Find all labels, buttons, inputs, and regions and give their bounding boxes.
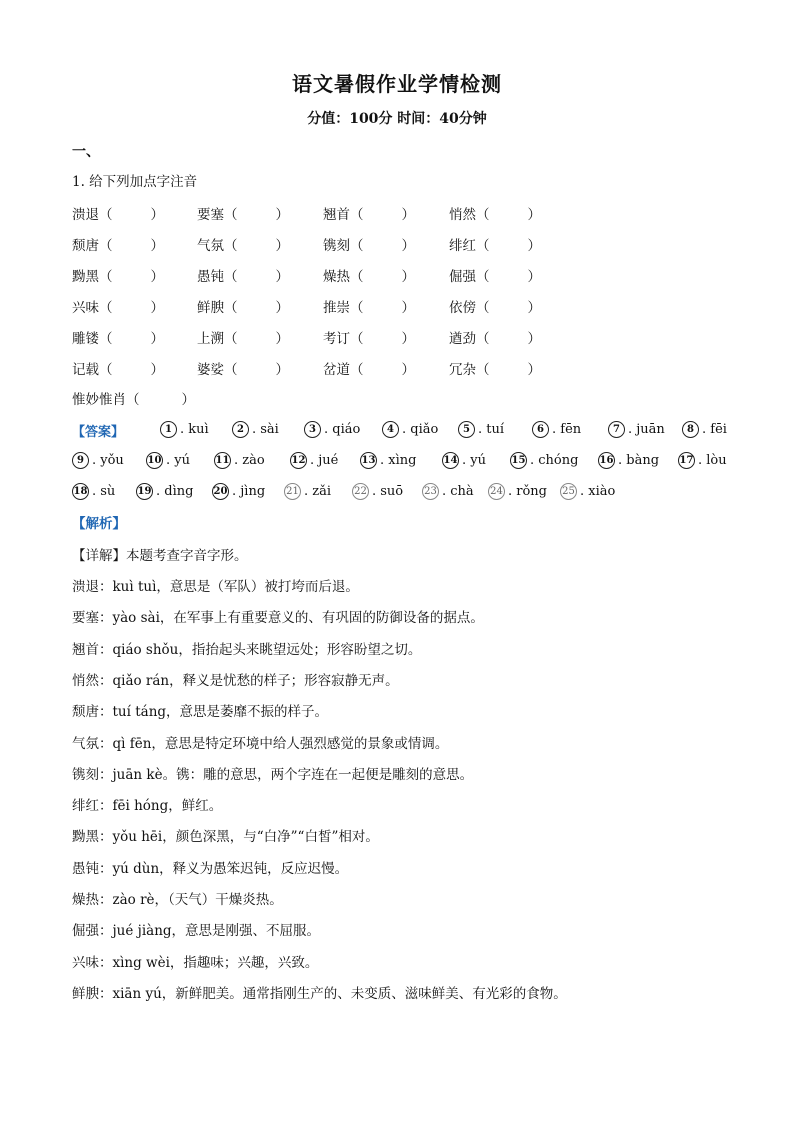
explanation-line: 黝黑：yǒu hēi，颜色深黑，与“白净”“白皙”相对。 <box>72 829 379 846</box>
word-item: 鲜腴（ ） <box>197 300 289 316</box>
explanation-line: 要塞：yào sài，在军事上有重要意义的、有巩固的防御设备的据点。 <box>72 610 484 627</box>
word-item: 黝黑（ ） <box>72 269 164 285</box>
analysis-label: 【解析】 <box>72 516 126 532</box>
answer-number: 18 <box>72 483 89 500</box>
answer-pinyin: . jìng <box>232 484 266 499</box>
answer-pinyin: . jué <box>310 453 339 468</box>
answer-pinyin: . yǒu <box>92 453 124 468</box>
answer-item <box>160 421 209 438</box>
word-item: 婆娑（ ） <box>197 362 289 378</box>
answer-item <box>232 421 279 438</box>
explanation-line: 鲜腴：xiān yú，新鲜肥美。通常指刚生产的、未变质、滋味鲜美、有光彩的食物。 <box>72 985 567 1002</box>
answer-item <box>290 452 338 469</box>
word-item: 兴味（ ） <box>72 300 164 316</box>
word-item: 冗杂（ ） <box>449 362 541 378</box>
answer-pinyin: . zào <box>234 453 265 468</box>
answer-item <box>608 421 665 438</box>
answer-pinyin: . qiǎo <box>402 422 439 437</box>
explanation-line: 倔强：jué jiàng，意思是刚强、不屈服。 <box>72 923 321 940</box>
explanation-line: 镌刻：juān kè。镌：雕的意思，两个字连在一起便是雕刻的意思。 <box>72 766 474 783</box>
answer-number: 15 <box>510 452 527 469</box>
answer-item <box>682 421 727 438</box>
answer-item <box>422 483 474 500</box>
word-item: 溃退（ ） <box>72 207 164 223</box>
answer-item <box>146 452 190 469</box>
answer-row <box>72 483 732 505</box>
answer-item <box>458 421 504 438</box>
answer-item <box>352 483 403 500</box>
answer-number: 6 <box>532 421 549 438</box>
answer-number: 14 <box>442 452 459 469</box>
answer-item <box>72 452 124 469</box>
answer-number: 21 <box>284 483 301 500</box>
answer-row <box>72 421 732 443</box>
answer-item <box>136 483 193 500</box>
answer-pinyin: . dìng <box>156 484 194 499</box>
answer-number: 17 <box>678 452 695 469</box>
answer-item <box>510 452 578 469</box>
word-item: 考订（ ） <box>323 331 415 347</box>
answer-pinyin: . fēn <box>552 422 582 437</box>
answer-pinyin: . chóng <box>530 453 579 468</box>
answer-item <box>284 483 331 500</box>
answer-number: 5 <box>458 421 475 438</box>
answer-label: 【答案】 <box>72 425 125 440</box>
answer-number: 16 <box>598 452 615 469</box>
answer-item <box>678 452 727 469</box>
answer-number: 8 <box>682 421 699 438</box>
word-row <box>72 265 732 287</box>
answer-number: 25 <box>560 483 577 500</box>
word-row <box>72 327 732 349</box>
answer-number: 12 <box>290 452 307 469</box>
section-heading: 一、 <box>72 144 100 160</box>
explanation-line: 悄然：qiǎo rán，释义是忧愁的样子；形容寂静无声。 <box>72 672 399 689</box>
word-item: 上溯（ ） <box>197 331 289 347</box>
explanation-line: 溃退：kuì tuì，意思是（军队）被打垮而后退。 <box>72 579 359 595</box>
answer-item <box>214 452 265 469</box>
explanation-line: 翘首：qiáo shǒu，指抬起头来眺望远处；形容盼望之切。 <box>72 641 422 658</box>
word-item: 愚钝（ ） <box>197 269 289 285</box>
page-title: 语文暑假作业学情检测 <box>292 72 502 96</box>
answer-item <box>72 483 115 500</box>
answer-pinyin: . yú <box>462 453 486 468</box>
answer-number: 9 <box>72 452 89 469</box>
score-time-info: 分值：100分 时间：40分钟 <box>307 111 487 127</box>
word-item: 推崇（ ） <box>323 300 415 316</box>
answer-pinyin: . suō <box>372 484 404 499</box>
answer-item <box>360 452 416 469</box>
question-text: 1. 给下列加点字注音 <box>72 174 198 190</box>
answer-pinyin: . sù <box>92 484 116 499</box>
answer-pinyin: . qiáo <box>324 422 361 437</box>
explanation-line: 兴味：xìng wèi，指趣味；兴趣，兴致。 <box>72 954 319 971</box>
word-item: 镌刻（ ） <box>323 238 415 254</box>
word-item: 颓唐（ ） <box>72 238 164 254</box>
answer-item <box>598 452 659 469</box>
answer-number: 4 <box>382 421 399 438</box>
word-item: 雕镂（ ） <box>72 331 164 347</box>
word-item: 遒劲（ ） <box>449 331 541 347</box>
word-item: 气氛（ ） <box>197 238 289 254</box>
answer-number: 3 <box>304 421 321 438</box>
answer-pinyin: . sài <box>252 422 279 437</box>
word-item: 惟妙惟肖（ ） <box>72 392 195 408</box>
word-item: 倔强（ ） <box>449 269 541 285</box>
answer-pinyin: . yú <box>166 453 190 468</box>
answer-item <box>532 421 581 438</box>
answer-pinyin: . fēi <box>702 422 727 437</box>
answer-item <box>382 421 438 438</box>
answer-pinyin: . lòu <box>698 453 727 468</box>
answer-number: 24 <box>488 483 505 500</box>
answer-item <box>488 483 547 500</box>
answer-pinyin: . kuì <box>180 422 209 437</box>
answer-number: 7 <box>608 421 625 438</box>
answer-number: 23 <box>422 483 439 500</box>
word-row <box>72 234 732 256</box>
answer-pinyin: . tuí <box>478 422 505 437</box>
answer-number: 11 <box>214 452 231 469</box>
answer-number: 10 <box>146 452 163 469</box>
word-row <box>72 203 732 225</box>
explanation-line: 愚钝：yú dùn，释义为愚笨迟钝，反应迟慢。 <box>72 860 349 877</box>
answer-number: 1 <box>160 421 177 438</box>
answer-number: 22 <box>352 483 369 500</box>
answer-pinyin: . rǒng <box>508 484 547 499</box>
answer-pinyin: . juān <box>628 422 665 437</box>
explanation-line: 绯红：fēi hóng，鲜红。 <box>72 798 223 815</box>
answer-number: 19 <box>136 483 153 500</box>
answer-item <box>442 452 486 469</box>
answer-pinyin: . xìng <box>380 453 417 468</box>
answer-number: 2 <box>232 421 249 438</box>
answer-pinyin: . zǎi <box>304 484 332 499</box>
answer-number: 13 <box>360 452 377 469</box>
word-row <box>72 358 732 380</box>
answer-item <box>212 483 265 500</box>
word-item: 悄然（ ） <box>449 207 541 223</box>
word-item: 要塞（ ） <box>197 207 289 223</box>
word-item: 依傍（ ） <box>449 300 541 316</box>
explanation-line: 颓唐：tuí táng，意思是萎靡不振的样子。 <box>72 704 329 721</box>
word-item: 翘首（ ） <box>323 207 415 223</box>
answer-number: 20 <box>212 483 229 500</box>
explanation-line: 气氛：qì fēn，意思是特定环境中给人强烈感觉的景象或情调。 <box>72 735 449 752</box>
detail-line: 【详解】本题考查字音字形。 <box>72 548 248 564</box>
answer-item <box>304 421 360 438</box>
explanation-line: 燥热：zào rè，（天气）干燥炎热。 <box>72 892 283 908</box>
word-item: 绯红（ ） <box>449 238 541 254</box>
word-item: 岔道（ ） <box>323 362 415 378</box>
answer-pinyin: . xiào <box>580 484 616 499</box>
answer-row <box>72 452 732 474</box>
answer-pinyin: . bàng <box>618 453 660 468</box>
word-item: 记载（ ） <box>72 362 164 378</box>
word-row <box>72 296 732 318</box>
answer-item <box>560 483 615 500</box>
word-item: 燥热（ ） <box>323 269 415 285</box>
answer-pinyin: . chà <box>442 484 474 499</box>
